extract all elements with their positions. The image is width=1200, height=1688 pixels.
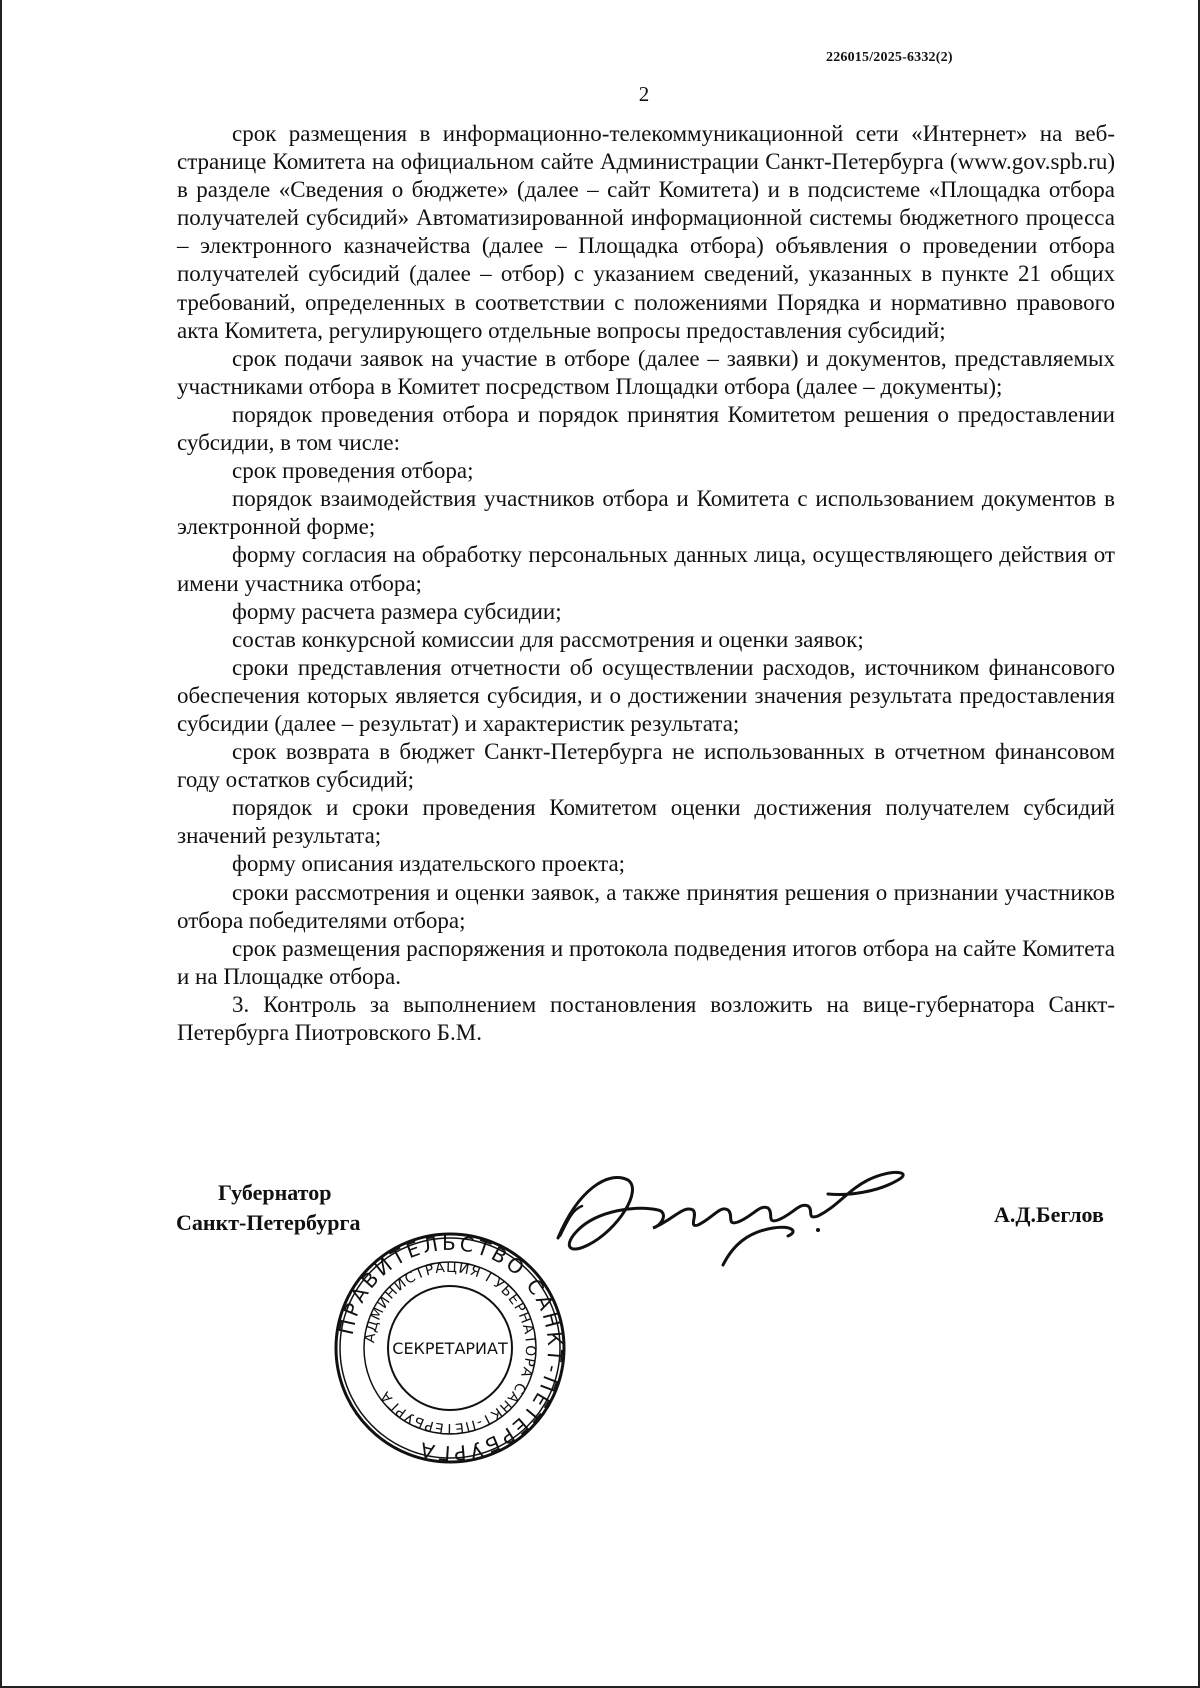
paragraph: порядок и сроки проведения Комитетом оценки достижения получателем субсидий значений результата;: [177, 795, 1115, 849]
paragraph: срок возврата в бюджет Санкт-Петербурга не использованных в отчетном финансовом году остатков субсидий;: [177, 739, 1115, 793]
paragraph: форму согласия на обработку персональных данных лица, осуществляющего действия от имени участника отбора;: [177, 542, 1115, 596]
paragraph: срок подачи заявок на участие в отборе (далее – заявки) и документов, представляемых участниками отбора в Комитет посредством Площадки отбора (далее – документы);: [177, 345, 1115, 399]
paragraph: порядок взаимодействия участников отбора и Комитета с использованием документов в электронной форме;: [177, 486, 1115, 540]
paragraph: сроки представления отчетности об осуществлении расходов, источником финансового обеспечения которых является субсидия, и о достижении значения результата предоставления субсидии (далее – результат) и характеристик результата;: [177, 654, 1115, 736]
handwritten-signature: [548, 1150, 928, 1270]
position-line-2: Санкт-Петербурга: [176, 1210, 361, 1235]
document-number: 226015/2025-6332(2): [826, 50, 953, 65]
seal-inner-text: АДМИНИСТРАЦИЯ ГУБЕРНАТОРА САНКТ-ПЕТЕРБУРГА: [362, 1259, 539, 1437]
signatory-name: А.Д.Беглов: [994, 1202, 1104, 1227]
paragraph: форму расчета размера субсидии;: [232, 598, 562, 624]
scan-edge-left: [0, 0, 2, 1688]
seal-center-text: СЕКРЕТАРИАТ: [392, 1339, 508, 1358]
position-line-1: Губернатор: [218, 1180, 332, 1205]
paragraph: срок размещения распоряжения и протокола подведения итогов отбора на сайте Комитета и на Площадке отбора.: [177, 935, 1115, 989]
paragraph: состав конкурсной комиссии для рассмотрения и оценки заявок;: [232, 626, 864, 652]
page-number: 2: [638, 82, 650, 106]
document-body: [177, 120, 1115, 1047]
paragraph: срок размещения в информационно-телекоммуникационной сети «Интернет» на веб-странице Комитета на официальном сайте Администрации Санкт-Петербурга (www.gov.spb.ru) в разделе «Сведения о бюджете» (далее – сайт Комитета) и в подсистеме «Площадка отбора получателей субсидий» Автоматизированной информационной системы бюджетного процесса – электронного казначейства (далее – Площадка отбора) объявления о проведении отбора получателей субсидий (далее – отбор) с указанием сведений, указанных в пункте 21 общих требований, определенных в соответствии с положениями Порядка и нормативно правового акта Комитета, регулирующего отдельные вопросы предоставления субсидий;: [177, 121, 1115, 343]
paragraph: 3. Контроль за выполнением постановления возложить на вице-губернатора Санкт-Петербурга Пиотровского Б.М.: [177, 991, 1115, 1045]
official-seal: [330, 1228, 570, 1468]
seal-outer-text: ПРАВИТЕЛЬСТВО САНКТ-ПЕТЕРБУРГА: [333, 1230, 568, 1466]
paragraph: форму описания издательского проекта;: [232, 851, 626, 877]
paragraph: сроки рассмотрения и оценки заявок, а также принятия решения о признании участников отбора победителями отбора;: [177, 879, 1115, 933]
paragraph: порядок проведения отбора и порядок принятия Комитетом решения о предоставлении субсидии, в том числе:: [177, 401, 1115, 456]
paragraph: срок проведения отбора;: [232, 458, 474, 484]
